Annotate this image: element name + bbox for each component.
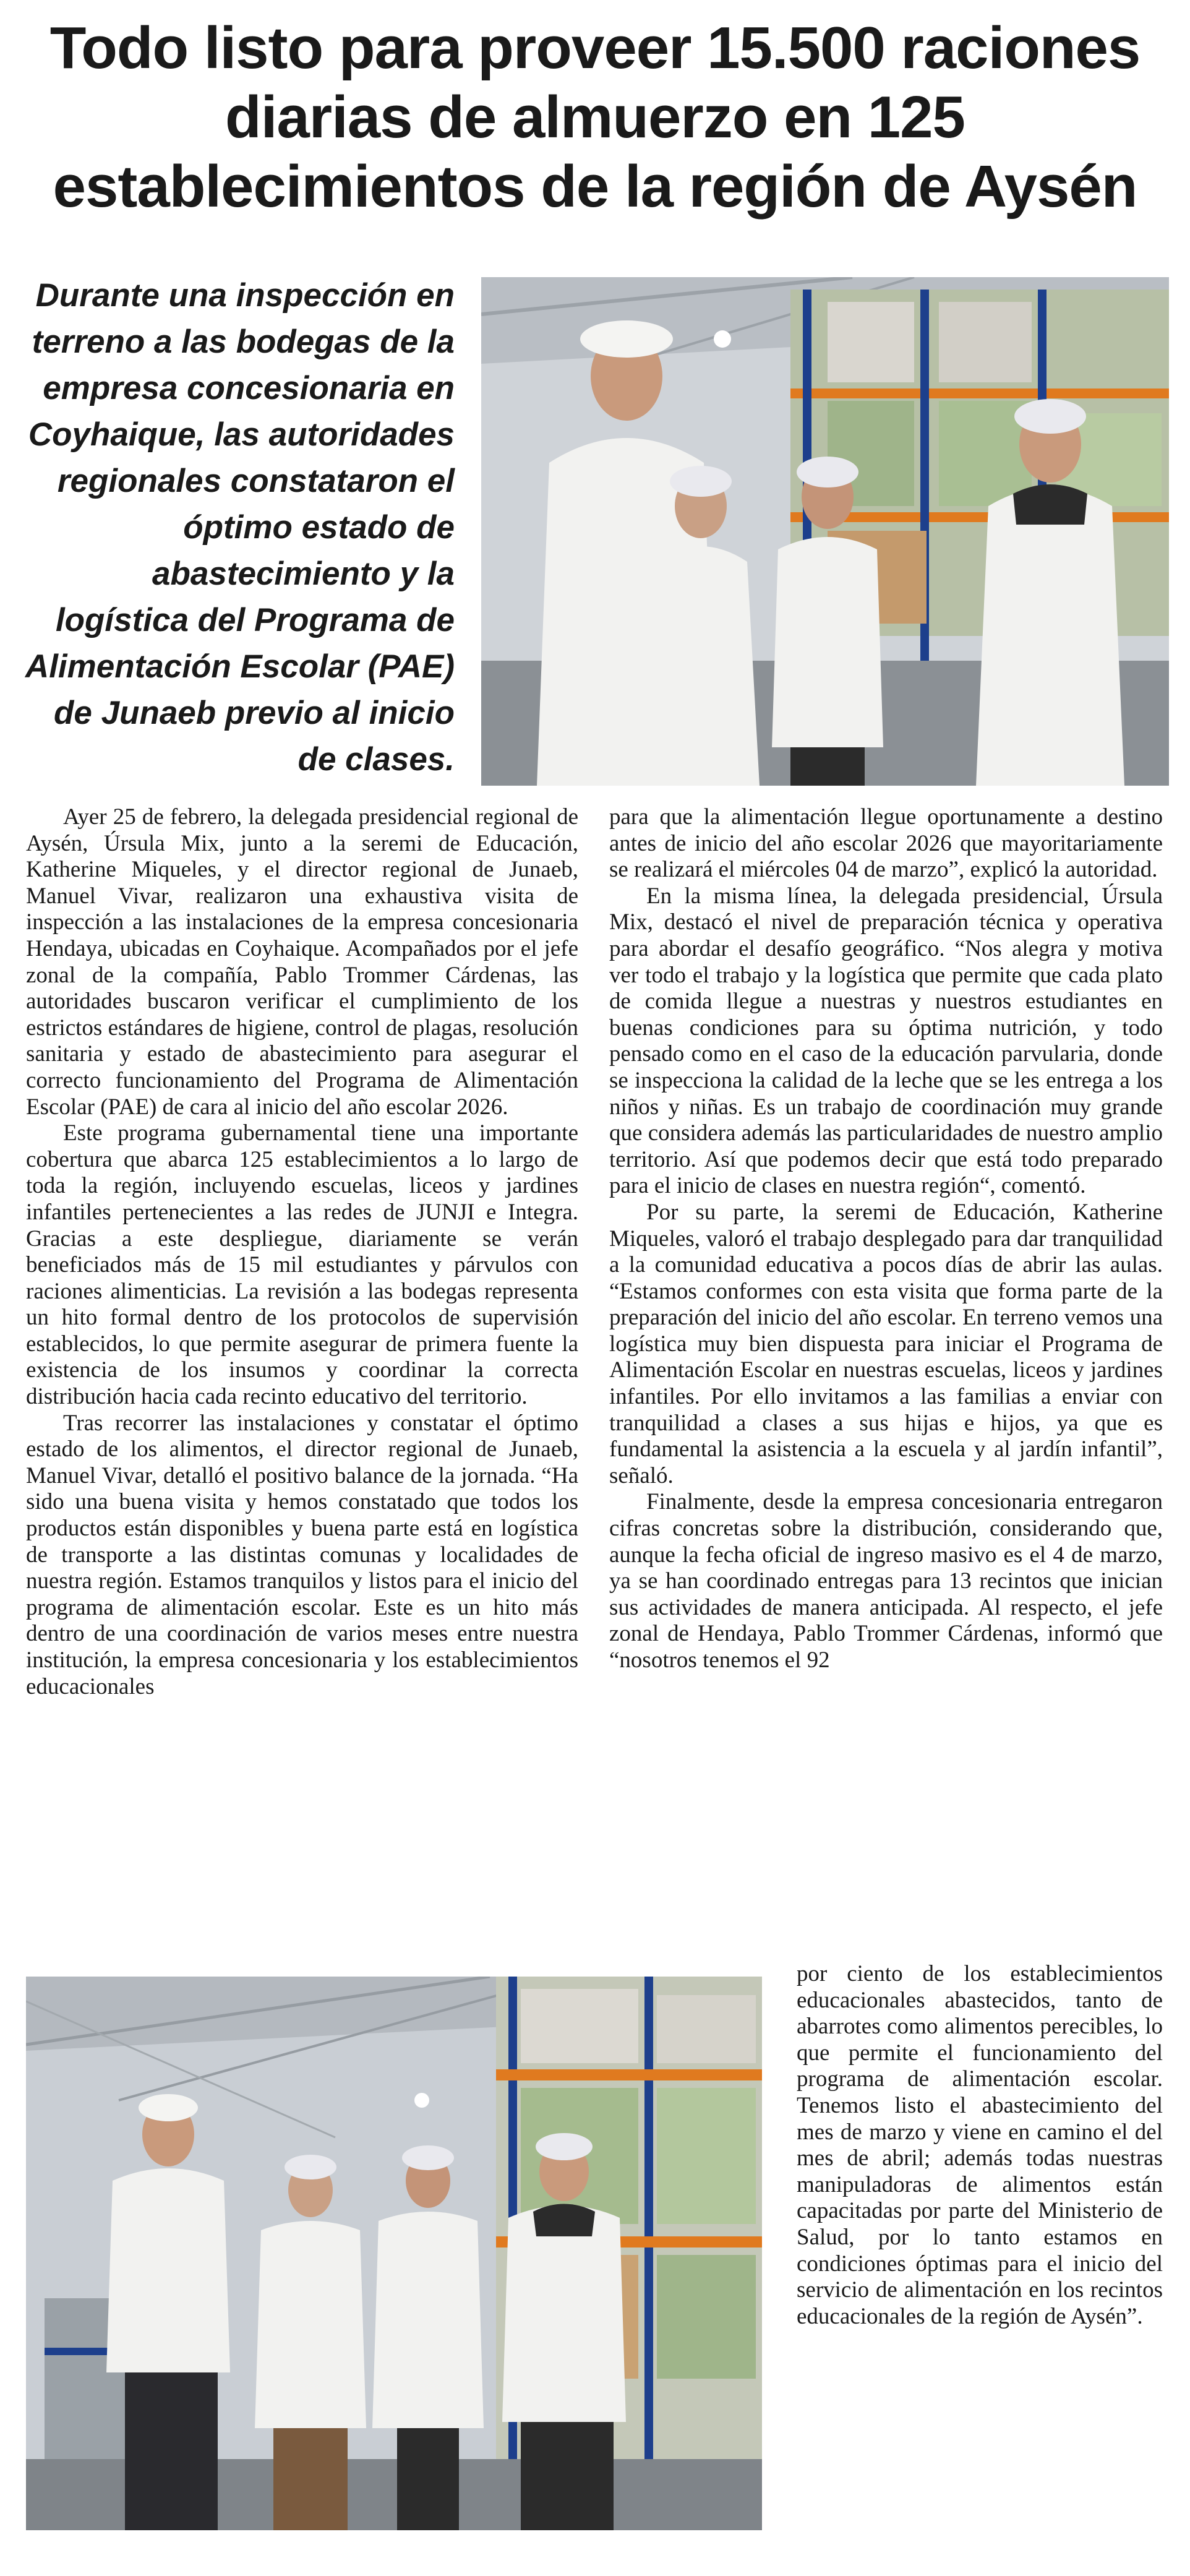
body-paragraph: Finalmente, desde la empresa concesionaria entregaron cifras concretas sobre la distribución, considerando que, aunque la fecha oficial de ingreso masivo es el 4 de marzo, ya se han coordinado entregas para 13 recintos que inician sus actividades de manera anticipada. Al respecto, el jefe zonal de Hendaya, Pablo Trommer Cárdenas, informó que “nosotros tenemos el 92: [609, 1489, 1163, 1673]
group-photo-icon: [26, 1977, 762, 2530]
body-paragraph: para que la alimentación llegue oportunamente a destino antes de inicio del año escolar 2026 que mayoritariamente se realizará el miércoles 04 de marzo”, explicó la autoridad.: [609, 804, 1163, 883]
headline: Todo listo para proveer 15.500 raciones diarias de almuerzo en 125 establecimientos de la región de Aysén: [49, 15, 1141, 220]
body-paragraph: por ciento de los establecimientos educacionales abastecidos, tanto de abarrotes como alimentos perecibles, lo que permite el funcionamiento del programa de alimentación escolar. Tenemos listo el abastecimiento del mes de marzo y viene en camino el del mes de abril; además todas nuestras manipuladoras de alimentos están capacitadas por parte del Ministerio de Salud, por lo tanto estamos en condiciones óptimas para el inicio del servicio de alimentación en los recintos educacionales de la región de Aysén”.: [797, 1961, 1163, 2329]
body-paragraph: Este programa gubernamental tiene una importante cobertura que abarca 125 establecimientos a lo largo de toda la región, incluyendo escuelas, liceos y jardines infantiles pertenecientes a las redes de JUNJI e Integra. Gracias a este despliegue, diariamente se verán beneficiados más de 15 mil estudiantes y párvulos con raciones alimenticias. La revisión a las bodegas representa un hito formal dentro de los protocolos de supervisión establecidos, lo que permite asegurar de primera fuente la existencia de los insumos y coordinar la correcta distribución hacia cada recinto educativo del territorio.: [26, 1120, 578, 1410]
article-body-left-column: [26, 804, 578, 1700]
body-paragraph: Por su parte, la seremi de Educación, Katherine Miqueles, valoró el trabajo desplegado para dar tranquilidad a la comunidad educativa a pocos días de abrir las aulas. “Estamos conformes con esta visita que forma parte de la preparación del inicio del año escolar. En terreno vemos una logística muy bien dispuesta para iniciar el Programa de Alimentación Escolar en nuestras escuelas, liceos y jardines infantiles. Por ello invitamos a las familias a enviar con tranquilidad a clases a sus hijas e hijos, ya que es fundamental la asistencia a la escuela y al jardín infantil”, señaló.: [609, 1199, 1163, 1488]
group-photo: [26, 1977, 762, 2530]
inspection-photo: [481, 277, 1169, 786]
warehouse-photo-icon: [481, 277, 1169, 786]
body-paragraph: Tras recorrer las instalaciones y constatar el óptimo estado de los alimentos, el director regional de Junaeb, Manuel Vivar, detalló el positivo balance de la jornada. “Ha sido una buena visita y hemos constatado que todos los productos están disponibles y buena parte está en logística de transporte a las distintas comunas y localidades de nuestra región. Estamos tranquilos y listos para el inicio del programa de alimentación escolar. Este es un hito más dentro de una coordinación de varios meses entre nuestra institución, la empresa concesionaria y los establecimientos educacionales: [26, 1410, 578, 1699]
body-paragraph: En la misma línea, la delegada presidencial, Úrsula Mix, destacó el nivel de preparación técnica y operativa para abordar el desafío geográfico. “Nos alegra y motiva ver todo el trabajo y la logística que permite que cada plato de comida llegue a nuestras y nuestros estudiantes en buenas condiciones para su óptima nutrición, y todo pensado como en el caso de la educación parvularia, donde se inspecciona la calidad de la leche que se les entrega a los niños y niñas. Es un trabajo de coordinación muy grande que considera además las particularidades de nuestro amplio territorio. Así que podemos decir que está todo preparado para el inicio de clases en nuestra región“, comentó.: [609, 883, 1163, 1199]
article-body-right-column: [609, 804, 1163, 1674]
article-body-bottom-column: [797, 1961, 1163, 2330]
body-paragraph: Ayer 25 de febrero, la delegada presidencial regional de Aysén, Úrsula Mix, junto a la seremi de Educación, Katherine Miqueles, y el director regional de Junaeb, Manuel Vivar, realizaron una exhaustiva visita de inspección a las instalaciones de la empresa concesionaria Hendaya, ubicadas en Coyhaique. Acompañados por el jefe zonal de la compañía, Pablo Trommer Cárdenas, las autoridades buscaron verificar el cumplimiento de los estrictos estándares de higiene, control de plagas, resolución sanitaria y estado de abastecimiento para asegurar el correcto funcionamiento del Programa de Alimentación Escolar (PAE) de cara al inicio del año escolar 2026.: [26, 804, 578, 1120]
lead-paragraph: Durante una inspección en terreno a las bodegas de la empresa concesionaria en Coyhaique, las autoridades regionales constataron el óptimo estado de abastecimiento y la logística del Programa de Alimentación Escolar (PAE) de Junaeb previo al inicio de clases.: [25, 277, 455, 778]
